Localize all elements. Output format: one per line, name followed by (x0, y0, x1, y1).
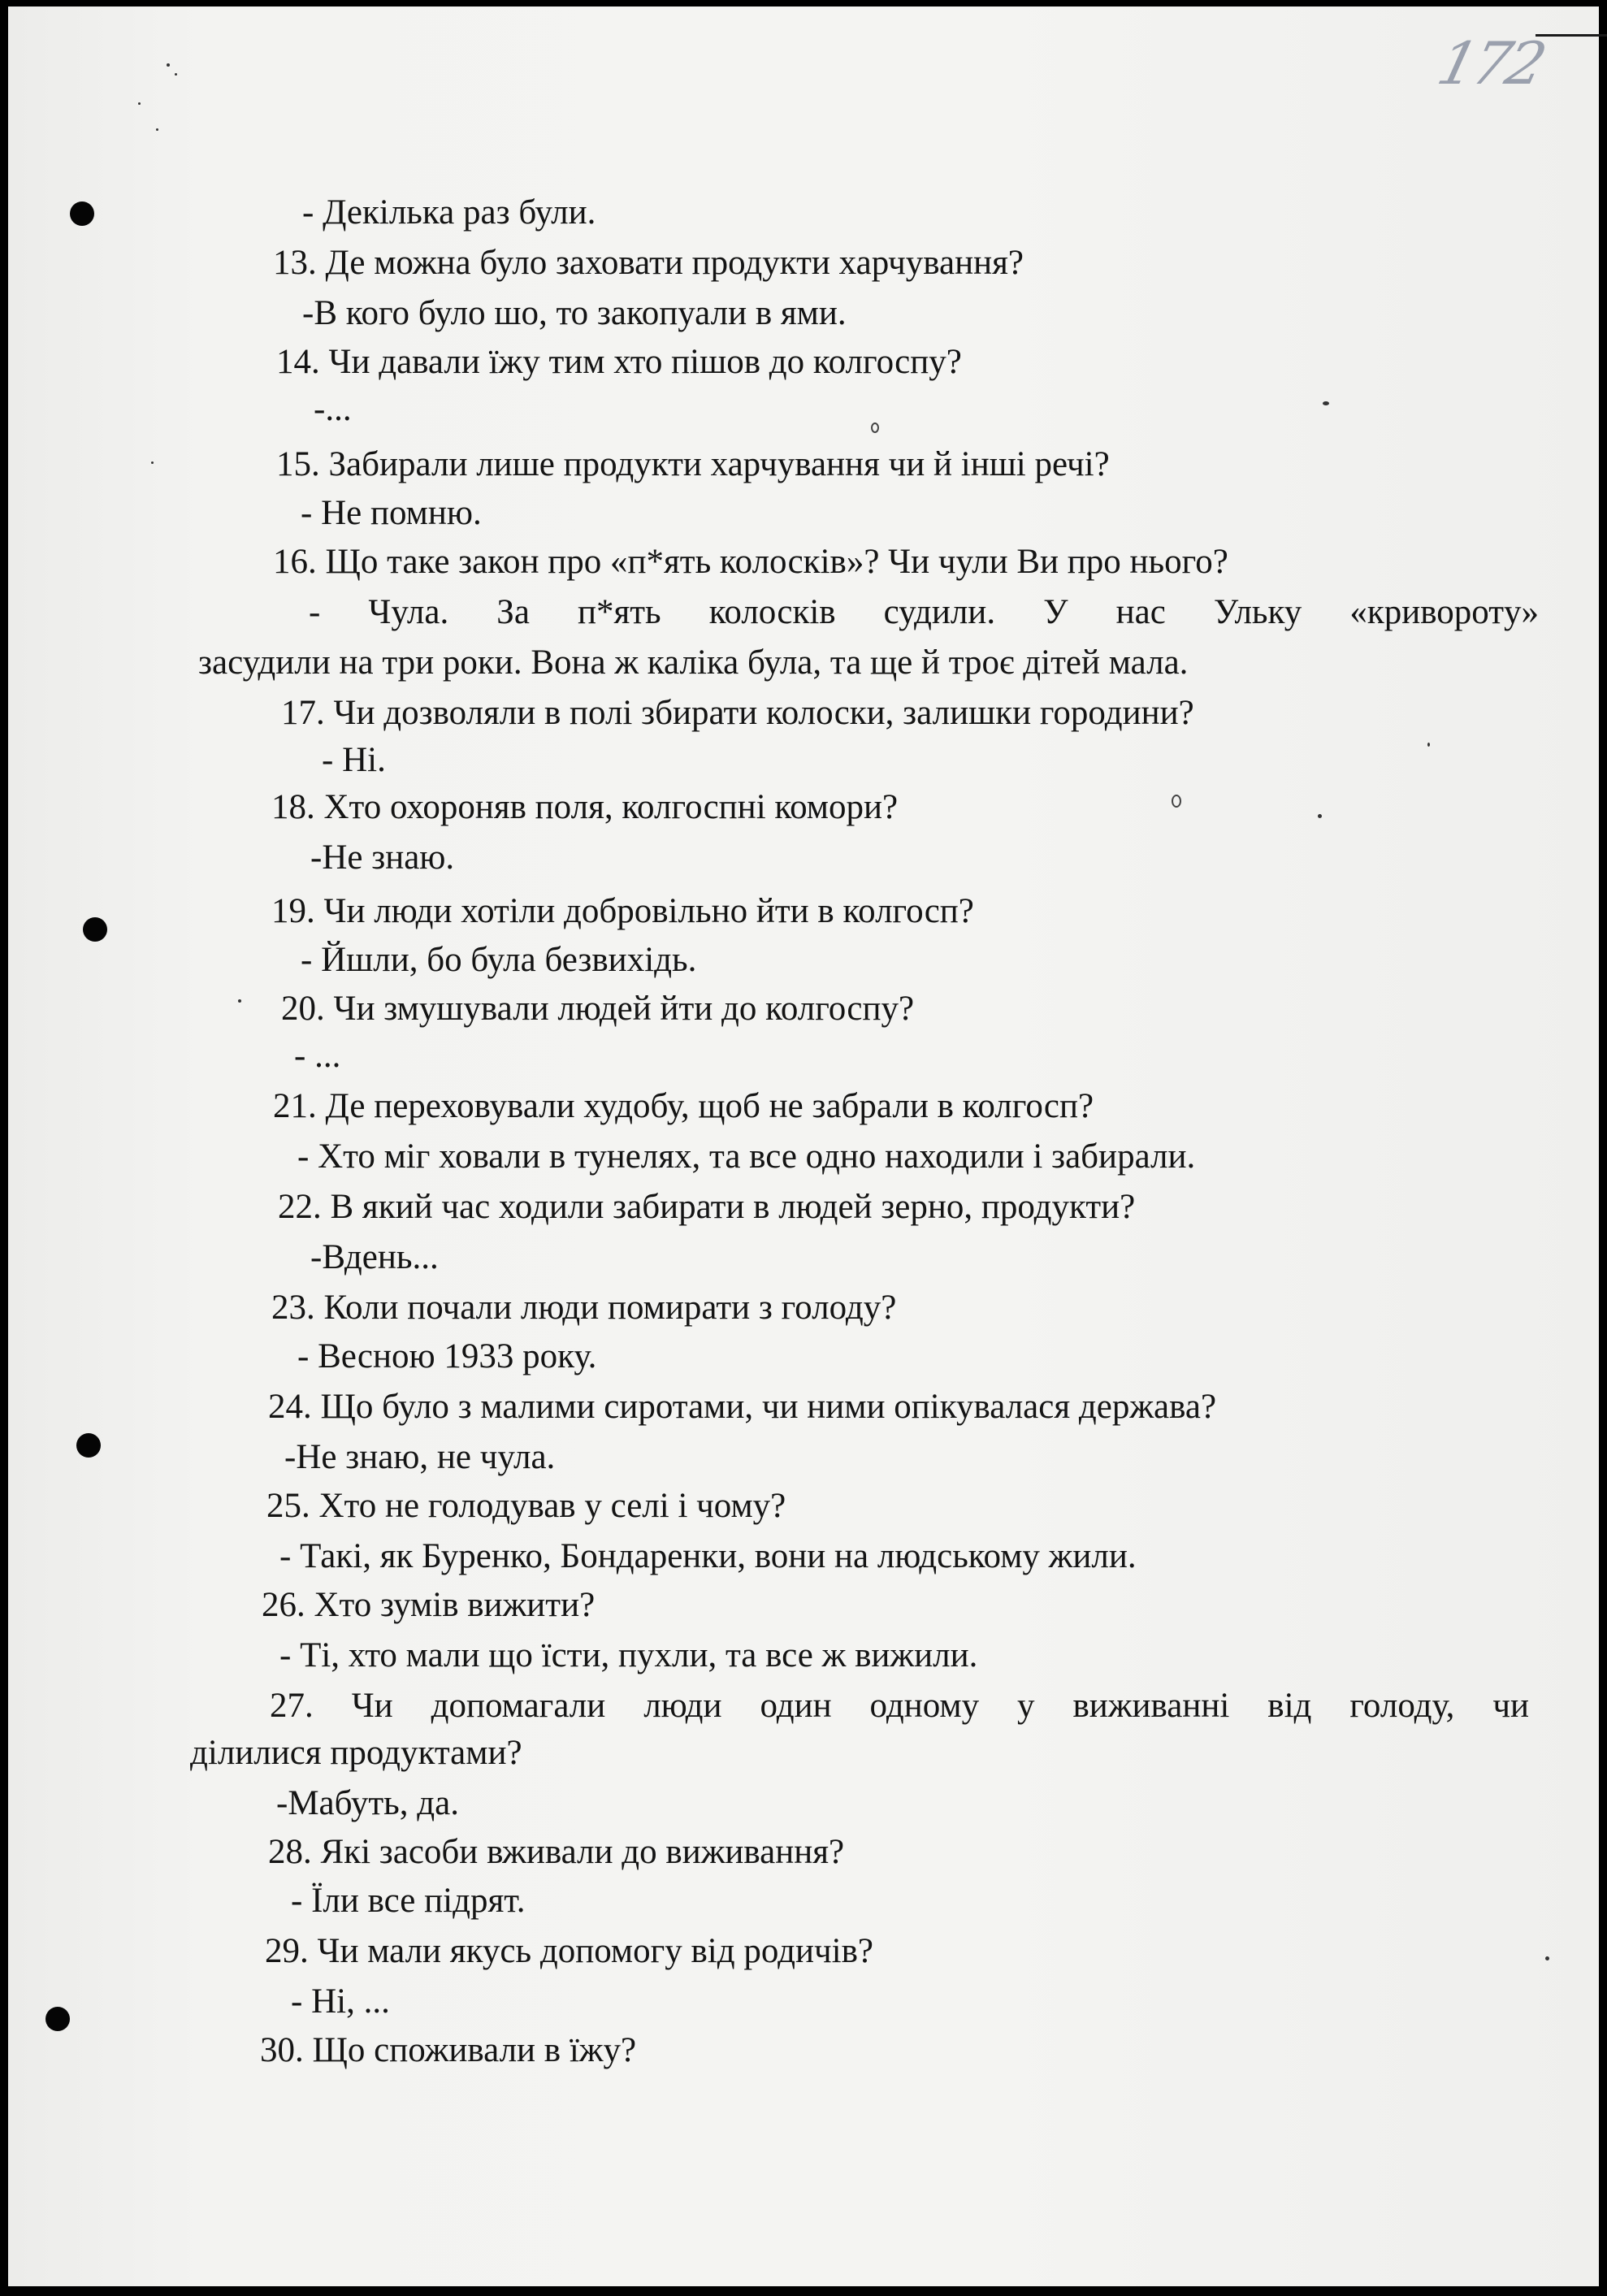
text-line-34: 28. Які засоби вживали до виживання? (268, 1833, 845, 1871)
scan-speck (871, 422, 879, 433)
text-line-14: -Не знаю. (310, 838, 455, 877)
scan-speck (167, 63, 170, 67)
scan-speck (175, 73, 177, 76)
punch-hole-3 (76, 1433, 101, 1458)
text-line-13: 18. Хто охороняв поля, колгоспні комори? (271, 788, 899, 826)
text-line-06: 15. Забирали лише продукти харчування чи й інші речі? (276, 445, 1110, 483)
text-line-35: - Їли все підрят. (291, 1882, 526, 1920)
text-line-10: засудили на три роки. Вона ж каліка була, та ще й троє дітей мала. (198, 643, 1189, 682)
punch-hole-1 (70, 201, 94, 226)
text-line-33: -Мабуть, да. (276, 1784, 459, 1822)
text-line-18: - ... (294, 1037, 341, 1075)
punch-hole-4 (45, 2007, 70, 2031)
text-line-25: 24. Що було з малими сиротами, чи ними опікувалася держава? (268, 1388, 1217, 1426)
text-line-04: 14. Чи давали їжу тим хто пішов до колгоспу? (276, 343, 962, 381)
text-line-22: -Вдень... (310, 1238, 439, 1276)
text-line-08: 16. Що таке закон про «п*ять колосків»? Чи чули Ви про нього? (273, 543, 1228, 581)
text-line-11: 17. Чи дозволяли в полі збирати колоски, залишки городини? (281, 694, 1194, 732)
scan-speck (238, 999, 241, 1003)
scan-speck (151, 461, 154, 464)
scan-speck (138, 102, 141, 105)
text-line-05: -... (314, 390, 352, 428)
text-line-01: - Декілька раз були. (302, 193, 596, 232)
text-line-02: 13. Де можна було заховати продукти харчування? (273, 244, 1024, 282)
text-line-07: - Не помню. (301, 494, 482, 532)
scan-speck (1545, 1956, 1549, 1960)
text-line-03: -В кого було шо, то закопуали в ями. (302, 294, 847, 332)
text-line-17: 20. Чи змушували людей йти до колгоспу? (281, 990, 915, 1028)
text-line-27: 25. Хто не голодував у селі і чому? (266, 1487, 786, 1525)
punch-hole-2 (83, 917, 107, 942)
scan-speck (1427, 743, 1430, 747)
text-line-29: 26. Хто зумів вижити? (262, 1586, 596, 1624)
text-line-30: - Ті, хто мали що їсти, пухли, та все ж вижили. (279, 1636, 978, 1674)
text-line-21: 22. В який час ходили забирати в людей зерно, продукти? (278, 1188, 1136, 1226)
text-line-28: - Такі, як Буренко, Бондаренки, вони на людському жили. (279, 1537, 1137, 1575)
paper-sheet (8, 6, 1599, 2286)
text-line-19: 21. Де переховували худобу, щоб не забрали в колгосп? (273, 1087, 1094, 1125)
text-line-09: - Чула. За п*ять колосків судили. У нас Ульку «криворотy» (309, 593, 1539, 631)
text-line-20: - Хто міг ховали в тунелях, та все одно находили і забирали. (297, 1137, 1196, 1176)
text-line-23: 23. Коли почали люди помирати з голоду? (271, 1289, 897, 1327)
scan-speck (1323, 401, 1329, 405)
text-line-32: ділилися продуктами? (190, 1734, 522, 1772)
text-line-36: 29. Чи мали якусь допомогу від родичів? (265, 1932, 873, 1970)
scan-speck (156, 128, 158, 131)
text-line-16: - Йшли, бо була безвихідь. (301, 941, 697, 979)
text-line-37: - Ні, ... (291, 1982, 390, 2021)
page-number: 172 (1431, 29, 1550, 97)
text-line-24: - Весною 1933 року. (297, 1337, 597, 1375)
text-line-26: -Не знаю, не чула. (284, 1438, 556, 1476)
scan-speck (1172, 795, 1181, 808)
text-line-12: - Ні. (322, 741, 386, 779)
text-line-31: 27. Чи допомагали люди один одному у виживанні від голоду, чи (270, 1687, 1529, 1725)
scan-speck (1318, 814, 1322, 818)
text-line-15: 19. Чи люди хотіли добровільно йти в колгосп? (271, 892, 974, 930)
text-line-38: 30. Що споживали в їжу? (260, 2031, 637, 2069)
